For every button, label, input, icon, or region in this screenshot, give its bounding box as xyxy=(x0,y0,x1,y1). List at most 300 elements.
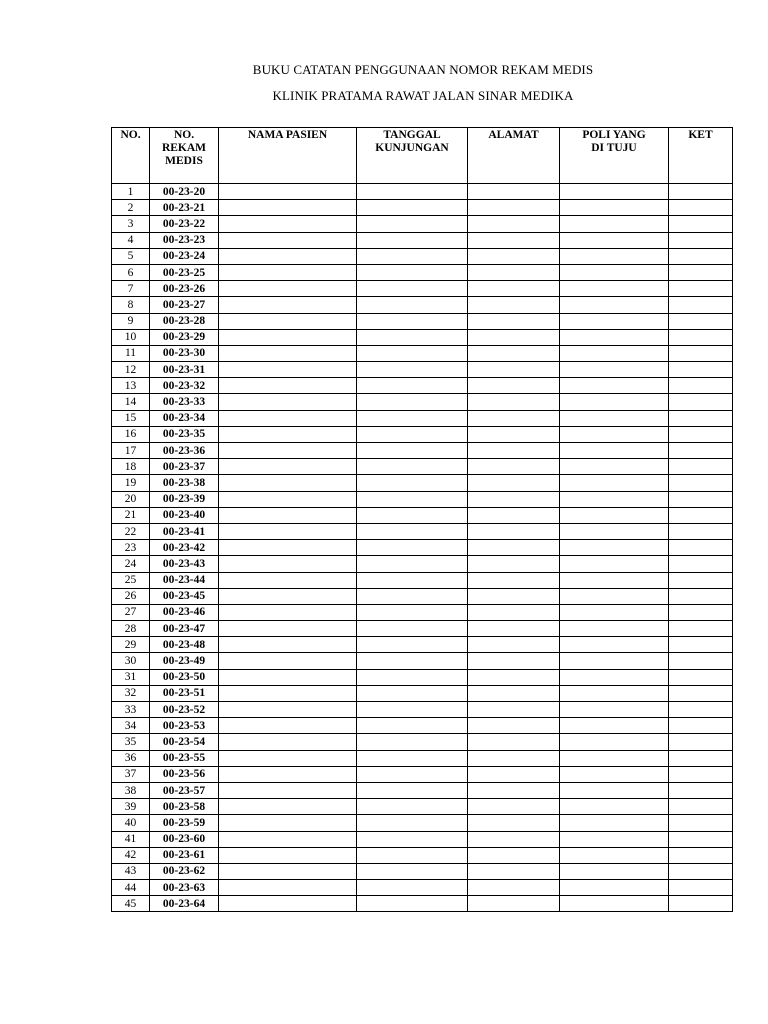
table-row xyxy=(112,264,733,280)
row-ket-cell xyxy=(669,831,733,847)
table-row xyxy=(112,734,733,750)
row-number: 41 xyxy=(112,831,150,847)
row-tanggal-kunjungan-cell xyxy=(357,264,468,280)
row-number: 32 xyxy=(112,685,150,701)
row-tanggal-kunjungan-cell xyxy=(357,799,468,815)
row-ket-cell xyxy=(669,556,733,572)
row-number: 20 xyxy=(112,491,150,507)
row-ket-cell xyxy=(669,281,733,297)
row-nama-pasien-cell xyxy=(219,734,357,750)
table-row xyxy=(112,248,733,264)
row-alamat-cell xyxy=(468,653,560,669)
row-poli-cell xyxy=(560,329,669,345)
row-alamat-cell xyxy=(468,378,560,394)
row-alamat-cell xyxy=(468,232,560,248)
row-alamat-cell xyxy=(468,540,560,556)
row-nama-pasien-cell xyxy=(219,329,357,345)
table-row xyxy=(112,702,733,718)
table-row xyxy=(112,750,733,766)
table-row xyxy=(112,685,733,701)
row-alamat-cell xyxy=(468,362,560,378)
row-poli-cell xyxy=(560,621,669,637)
table-row xyxy=(112,475,733,491)
row-ket-cell xyxy=(669,799,733,815)
row-tanggal-kunjungan-cell xyxy=(357,604,468,620)
row-rekam-medis: 00-23-32 xyxy=(150,378,219,394)
header-rekam-medis: NO. REKAM MEDIS xyxy=(150,128,219,184)
table-row xyxy=(112,410,733,426)
row-ket-cell xyxy=(669,637,733,653)
table-row xyxy=(112,766,733,782)
row-number: 45 xyxy=(112,896,150,912)
row-tanggal-kunjungan-cell xyxy=(357,248,468,264)
row-tanggal-kunjungan-cell xyxy=(357,847,468,863)
row-poli-cell xyxy=(560,540,669,556)
row-tanggal-kunjungan-cell xyxy=(357,621,468,637)
row-alamat-cell xyxy=(468,637,560,653)
row-ket-cell xyxy=(669,216,733,232)
row-alamat-cell xyxy=(468,297,560,313)
row-number: 24 xyxy=(112,556,150,572)
row-number: 18 xyxy=(112,459,150,475)
row-alamat-cell xyxy=(468,313,560,329)
row-tanggal-kunjungan-cell xyxy=(357,782,468,798)
row-number: 8 xyxy=(112,297,150,313)
row-nama-pasien-cell xyxy=(219,669,357,685)
row-tanggal-kunjungan-cell xyxy=(357,200,468,216)
row-number: 13 xyxy=(112,378,150,394)
table-row xyxy=(112,313,733,329)
table-row xyxy=(112,782,733,798)
row-poli-cell xyxy=(560,637,669,653)
row-nama-pasien-cell xyxy=(219,313,357,329)
row-ket-cell xyxy=(669,540,733,556)
row-nama-pasien-cell xyxy=(219,604,357,620)
row-ket-cell xyxy=(669,475,733,491)
row-rekam-medis: 00-23-50 xyxy=(150,669,219,685)
table-row xyxy=(112,831,733,847)
row-alamat-cell xyxy=(468,410,560,426)
row-rekam-medis: 00-23-61 xyxy=(150,847,219,863)
row-rekam-medis: 00-23-37 xyxy=(150,459,219,475)
row-alamat-cell xyxy=(468,248,560,264)
row-nama-pasien-cell xyxy=(219,718,357,734)
row-nama-pasien-cell xyxy=(219,782,357,798)
row-tanggal-kunjungan-cell xyxy=(357,685,468,701)
row-nama-pasien-cell xyxy=(219,507,357,523)
row-poli-cell xyxy=(560,604,669,620)
row-tanggal-kunjungan-cell xyxy=(357,426,468,442)
row-rekam-medis: 00-23-20 xyxy=(150,184,219,200)
row-tanggal-kunjungan-cell xyxy=(357,216,468,232)
table-row xyxy=(112,847,733,863)
row-nama-pasien-cell xyxy=(219,394,357,410)
row-poli-cell xyxy=(560,394,669,410)
row-tanggal-kunjungan-cell xyxy=(357,410,468,426)
table-row xyxy=(112,216,733,232)
row-nama-pasien-cell xyxy=(219,847,357,863)
table-row xyxy=(112,588,733,604)
row-nama-pasien-cell xyxy=(219,588,357,604)
document-title: BUKU CATATAN PENGGUNAAN NOMOR REKAM MEDIS xyxy=(252,62,594,77)
row-rekam-medis: 00-23-64 xyxy=(150,896,219,912)
row-nama-pasien-cell xyxy=(219,637,357,653)
row-number: 14 xyxy=(112,394,150,410)
row-tanggal-kunjungan-cell xyxy=(357,588,468,604)
row-alamat-cell xyxy=(468,896,560,912)
row-rekam-medis: 00-23-27 xyxy=(150,297,219,313)
row-rekam-medis: 00-23-45 xyxy=(150,588,219,604)
row-tanggal-kunjungan-cell xyxy=(357,362,468,378)
table-row xyxy=(112,184,733,200)
row-poli-cell xyxy=(560,863,669,879)
row-number: 2 xyxy=(112,200,150,216)
row-nama-pasien-cell xyxy=(219,621,357,637)
row-alamat-cell xyxy=(468,281,560,297)
row-poli-cell xyxy=(560,297,669,313)
row-poli-cell xyxy=(560,362,669,378)
table-row xyxy=(112,362,733,378)
row-rekam-medis: 00-23-23 xyxy=(150,232,219,248)
header-poli: POLI YANG DI TUJU xyxy=(560,128,669,184)
row-ket-cell xyxy=(669,896,733,912)
row-poli-cell xyxy=(560,345,669,361)
row-alamat-cell xyxy=(468,426,560,442)
table-row xyxy=(112,718,733,734)
row-tanggal-kunjungan-cell xyxy=(357,475,468,491)
row-tanggal-kunjungan-cell xyxy=(357,556,468,572)
row-rekam-medis: 00-23-54 xyxy=(150,734,219,750)
row-poli-cell xyxy=(560,556,669,572)
row-nama-pasien-cell xyxy=(219,799,357,815)
row-poli-cell xyxy=(560,507,669,523)
row-alamat-cell xyxy=(468,475,560,491)
row-rekam-medis: 00-23-39 xyxy=(150,491,219,507)
row-poli-cell xyxy=(560,734,669,750)
row-ket-cell xyxy=(669,394,733,410)
row-number: 25 xyxy=(112,572,150,588)
row-number: 19 xyxy=(112,475,150,491)
row-number: 12 xyxy=(112,362,150,378)
row-rekam-medis: 00-23-36 xyxy=(150,443,219,459)
table-row xyxy=(112,491,733,507)
table-row xyxy=(112,232,733,248)
row-poli-cell xyxy=(560,426,669,442)
table-row xyxy=(112,815,733,831)
row-ket-cell xyxy=(669,459,733,475)
table-row xyxy=(112,653,733,669)
row-ket-cell xyxy=(669,685,733,701)
row-poli-cell xyxy=(560,248,669,264)
row-number: 36 xyxy=(112,750,150,766)
row-poli-cell xyxy=(560,750,669,766)
row-tanggal-kunjungan-cell xyxy=(357,880,468,896)
row-alamat-cell xyxy=(468,799,560,815)
row-alamat-cell xyxy=(468,523,560,539)
row-poli-cell xyxy=(560,281,669,297)
row-ket-cell xyxy=(669,345,733,361)
row-alamat-cell xyxy=(468,621,560,637)
row-tanggal-kunjungan-cell xyxy=(357,459,468,475)
row-nama-pasien-cell xyxy=(219,459,357,475)
row-poli-cell xyxy=(560,653,669,669)
row-number: 5 xyxy=(112,248,150,264)
row-ket-cell xyxy=(669,362,733,378)
row-number: 33 xyxy=(112,702,150,718)
row-number: 9 xyxy=(112,313,150,329)
row-poli-cell xyxy=(560,459,669,475)
row-poli-cell xyxy=(560,313,669,329)
row-tanggal-kunjungan-cell xyxy=(357,653,468,669)
row-poli-cell xyxy=(560,815,669,831)
row-number: 39 xyxy=(112,799,150,815)
row-ket-cell xyxy=(669,880,733,896)
row-ket-cell xyxy=(669,264,733,280)
row-number: 11 xyxy=(112,345,150,361)
row-tanggal-kunjungan-cell xyxy=(357,281,468,297)
row-rekam-medis: 00-23-24 xyxy=(150,248,219,264)
row-alamat-cell xyxy=(468,702,560,718)
row-alamat-cell xyxy=(468,669,560,685)
row-tanggal-kunjungan-cell xyxy=(357,718,468,734)
row-nama-pasien-cell xyxy=(219,540,357,556)
row-alamat-cell xyxy=(468,847,560,863)
row-tanggal-kunjungan-cell xyxy=(357,734,468,750)
row-tanggal-kunjungan-cell xyxy=(357,345,468,361)
row-ket-cell xyxy=(669,718,733,734)
row-rekam-medis: 00-23-30 xyxy=(150,345,219,361)
row-alamat-cell xyxy=(468,685,560,701)
row-ket-cell xyxy=(669,297,733,313)
table-row xyxy=(112,863,733,879)
row-nama-pasien-cell xyxy=(219,362,357,378)
row-poli-cell xyxy=(560,669,669,685)
row-number: 37 xyxy=(112,766,150,782)
row-alamat-cell xyxy=(468,200,560,216)
header-nama-pasien: NAMA PASIEN xyxy=(219,128,357,184)
row-alamat-cell xyxy=(468,345,560,361)
row-ket-cell xyxy=(669,329,733,345)
row-poli-cell xyxy=(560,702,669,718)
row-tanggal-kunjungan-cell xyxy=(357,378,468,394)
row-ket-cell xyxy=(669,734,733,750)
row-rekam-medis: 00-23-28 xyxy=(150,313,219,329)
row-tanggal-kunjungan-cell xyxy=(357,297,468,313)
row-rekam-medis: 00-23-56 xyxy=(150,766,219,782)
row-number: 10 xyxy=(112,329,150,345)
row-tanggal-kunjungan-cell xyxy=(357,184,468,200)
row-ket-cell xyxy=(669,766,733,782)
row-ket-cell xyxy=(669,702,733,718)
row-alamat-cell xyxy=(468,184,560,200)
row-nama-pasien-cell xyxy=(219,831,357,847)
row-tanggal-kunjungan-cell xyxy=(357,572,468,588)
row-rekam-medis: 00-23-63 xyxy=(150,880,219,896)
table-row xyxy=(112,880,733,896)
row-alamat-cell xyxy=(468,750,560,766)
row-ket-cell xyxy=(669,782,733,798)
row-number: 6 xyxy=(112,264,150,280)
row-nama-pasien-cell xyxy=(219,443,357,459)
row-nama-pasien-cell xyxy=(219,766,357,782)
row-rekam-medis: 00-23-22 xyxy=(150,216,219,232)
table-row xyxy=(112,507,733,523)
row-ket-cell xyxy=(669,232,733,248)
row-tanggal-kunjungan-cell xyxy=(357,637,468,653)
row-ket-cell xyxy=(669,184,733,200)
row-rekam-medis: 00-23-26 xyxy=(150,281,219,297)
row-number: 29 xyxy=(112,637,150,653)
row-ket-cell xyxy=(669,248,733,264)
row-alamat-cell xyxy=(468,491,560,507)
row-tanggal-kunjungan-cell xyxy=(357,523,468,539)
row-poli-cell xyxy=(560,588,669,604)
row-ket-cell xyxy=(669,507,733,523)
row-tanggal-kunjungan-cell xyxy=(357,863,468,879)
row-number: 27 xyxy=(112,604,150,620)
row-number: 43 xyxy=(112,863,150,879)
table-row xyxy=(112,799,733,815)
row-alamat-cell xyxy=(468,572,560,588)
row-nama-pasien-cell xyxy=(219,297,357,313)
row-nama-pasien-cell xyxy=(219,345,357,361)
row-alamat-cell xyxy=(468,604,560,620)
row-nama-pasien-cell xyxy=(219,475,357,491)
row-number: 28 xyxy=(112,621,150,637)
row-alamat-cell xyxy=(468,216,560,232)
row-poli-cell xyxy=(560,523,669,539)
table-row xyxy=(112,896,733,912)
row-rekam-medis: 00-23-25 xyxy=(150,264,219,280)
header-no: NO. xyxy=(112,128,150,184)
row-tanggal-kunjungan-cell xyxy=(357,394,468,410)
table-row xyxy=(112,426,733,442)
row-number: 38 xyxy=(112,782,150,798)
row-tanggal-kunjungan-cell xyxy=(357,831,468,847)
row-nama-pasien-cell xyxy=(219,232,357,248)
row-rekam-medis: 00-23-34 xyxy=(150,410,219,426)
row-rekam-medis: 00-23-55 xyxy=(150,750,219,766)
table-header-row xyxy=(112,128,733,184)
row-rekam-medis: 00-23-59 xyxy=(150,815,219,831)
row-ket-cell xyxy=(669,572,733,588)
row-poli-cell xyxy=(560,443,669,459)
row-poli-cell xyxy=(560,491,669,507)
row-alamat-cell xyxy=(468,443,560,459)
row-rekam-medis: 00-23-41 xyxy=(150,523,219,539)
row-poli-cell xyxy=(560,264,669,280)
row-rekam-medis: 00-23-60 xyxy=(150,831,219,847)
row-poli-cell xyxy=(560,232,669,248)
row-rekam-medis: 00-23-57 xyxy=(150,782,219,798)
table-row xyxy=(112,378,733,394)
table-row xyxy=(112,621,733,637)
row-ket-cell xyxy=(669,313,733,329)
row-poli-cell xyxy=(560,475,669,491)
row-alamat-cell xyxy=(468,588,560,604)
row-tanggal-kunjungan-cell xyxy=(357,507,468,523)
row-poli-cell xyxy=(560,880,669,896)
row-ket-cell xyxy=(669,847,733,863)
row-alamat-cell xyxy=(468,329,560,345)
row-rekam-medis: 00-23-53 xyxy=(150,718,219,734)
row-nama-pasien-cell xyxy=(219,378,357,394)
row-number: 21 xyxy=(112,507,150,523)
row-ket-cell xyxy=(669,200,733,216)
row-rekam-medis: 00-23-52 xyxy=(150,702,219,718)
table-row xyxy=(112,637,733,653)
row-nama-pasien-cell xyxy=(219,685,357,701)
table-row xyxy=(112,443,733,459)
row-rekam-medis: 00-23-43 xyxy=(150,556,219,572)
table-row xyxy=(112,556,733,572)
row-number: 16 xyxy=(112,426,150,442)
row-rekam-medis: 00-23-33 xyxy=(150,394,219,410)
row-number: 17 xyxy=(112,443,150,459)
row-nama-pasien-cell xyxy=(219,184,357,200)
row-rekam-medis: 00-23-40 xyxy=(150,507,219,523)
header-ket: KET xyxy=(669,128,733,184)
table-row xyxy=(112,394,733,410)
row-nama-pasien-cell xyxy=(219,815,357,831)
row-nama-pasien-cell xyxy=(219,216,357,232)
row-number: 15 xyxy=(112,410,150,426)
table-row xyxy=(112,459,733,475)
row-rekam-medis: 00-23-58 xyxy=(150,799,219,815)
row-poli-cell xyxy=(560,847,669,863)
row-poli-cell xyxy=(560,782,669,798)
table-row xyxy=(112,281,733,297)
row-tanggal-kunjungan-cell xyxy=(357,702,468,718)
row-poli-cell xyxy=(560,200,669,216)
row-ket-cell xyxy=(669,491,733,507)
row-rekam-medis: 00-23-38 xyxy=(150,475,219,491)
row-number: 3 xyxy=(112,216,150,232)
row-nama-pasien-cell xyxy=(219,281,357,297)
row-tanggal-kunjungan-cell xyxy=(357,669,468,685)
table-row xyxy=(112,297,733,313)
row-ket-cell xyxy=(669,621,733,637)
row-nama-pasien-cell xyxy=(219,248,357,264)
row-alamat-cell xyxy=(468,718,560,734)
row-nama-pasien-cell xyxy=(219,750,357,766)
row-number: 34 xyxy=(112,718,150,734)
row-poli-cell xyxy=(560,896,669,912)
header-alamat: ALAMAT xyxy=(468,128,560,184)
row-poli-cell xyxy=(560,831,669,847)
header-tanggal-kunjungan: TANGGAL KUNJUNGAN xyxy=(357,128,468,184)
medical-record-register-table xyxy=(111,127,733,912)
row-nama-pasien-cell xyxy=(219,702,357,718)
row-ket-cell xyxy=(669,426,733,442)
row-rekam-medis: 00-23-35 xyxy=(150,426,219,442)
table-row xyxy=(112,540,733,556)
row-nama-pasien-cell xyxy=(219,896,357,912)
row-nama-pasien-cell xyxy=(219,410,357,426)
row-poli-cell xyxy=(560,184,669,200)
row-tanggal-kunjungan-cell xyxy=(357,443,468,459)
row-poli-cell xyxy=(560,718,669,734)
row-rekam-medis: 00-23-29 xyxy=(150,329,219,345)
row-rekam-medis: 00-23-49 xyxy=(150,653,219,669)
row-number: 23 xyxy=(112,540,150,556)
table-row xyxy=(112,604,733,620)
row-number: 7 xyxy=(112,281,150,297)
table-row xyxy=(112,572,733,588)
row-ket-cell xyxy=(669,750,733,766)
row-ket-cell xyxy=(669,523,733,539)
row-rekam-medis: 00-23-51 xyxy=(150,685,219,701)
